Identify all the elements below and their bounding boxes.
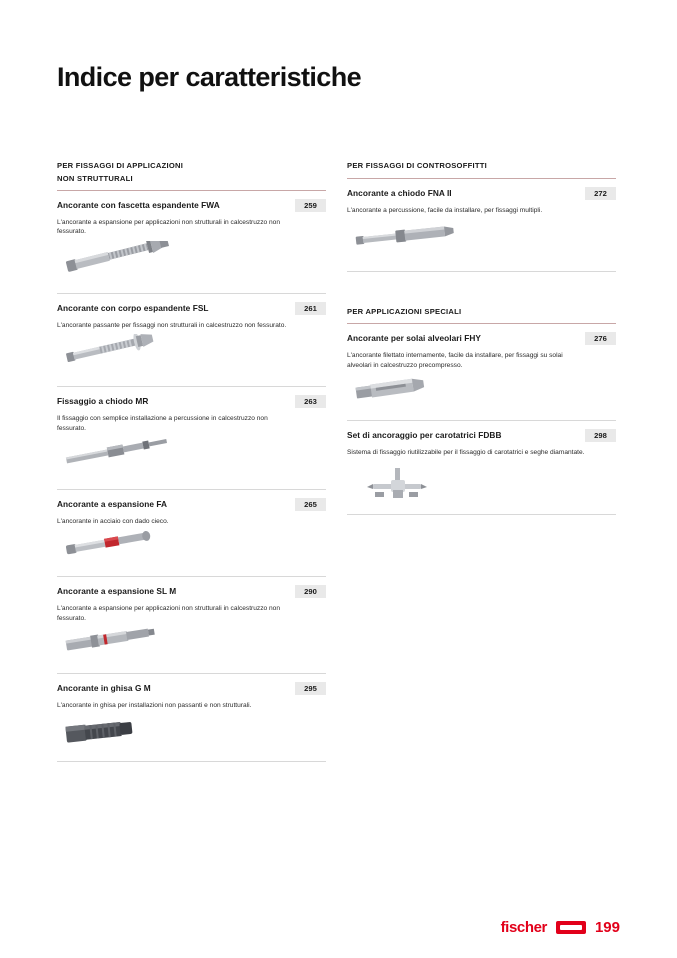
entry-header [347, 332, 616, 345]
entry-page-number: 263 [295, 395, 326, 408]
index-entry[interactable] [347, 179, 616, 272]
entry-page-number: 298 [585, 429, 616, 442]
entry-page-number: 265 [295, 498, 326, 511]
entry-description: L'ancorante a espansione per applicazioni non strutturali in calcestruzzo non fessurato. [57, 219, 281, 236]
product-image-sleeve-anchor-hex [57, 241, 326, 287]
index-entry[interactable] [347, 421, 616, 514]
entry-header [57, 585, 326, 598]
entry-description: L'ancorante filettato internamente, facile da installare, per fissaggi su solai alveolari in calcestruzzo precompresso. [347, 352, 563, 369]
index-entry[interactable] [57, 294, 326, 387]
entry-page-number: 295 [295, 682, 326, 695]
product-image-fna-nail-anchor [347, 219, 616, 265]
entry-title: Ancorante in ghisa G M [57, 683, 151, 694]
entry-header [57, 395, 326, 408]
entry-title: Ancorante con fascetta espandente FWA [57, 200, 220, 210]
entry-description: L'ancorante passante per fissaggi non strutturali in calcestruzzo non fessurato. [57, 321, 287, 329]
column-left [57, 160, 326, 763]
product-image-expansion-anchor-red [57, 530, 326, 570]
section-heading-non-strutturali [57, 160, 326, 191]
index-entry[interactable] [57, 191, 326, 294]
index-entry[interactable] [57, 674, 326, 761]
product-image-nail-anchor [57, 437, 326, 483]
product-image-through-bolt-washer [57, 334, 326, 380]
entry-description: L'ancorante in acciaio con dado cieco. [57, 518, 169, 526]
entry-page-number: 290 [295, 585, 326, 598]
entry-header [57, 302, 326, 315]
section-heading-line1: PER APPLICAZIONI SPECIALI [347, 306, 462, 316]
product-image-cast-iron-anchor [57, 715, 326, 755]
section-heading-line1: PER FISSAGGI DI APPLICAZIONI [57, 161, 184, 170]
entry-page-number: 261 [295, 302, 326, 315]
column-right [347, 160, 616, 516]
entry-title: Fissaggio a chiodo MR [57, 396, 149, 407]
entry-header [57, 682, 326, 695]
entry-page-number: 272 [585, 187, 616, 200]
product-image-core-drill-set [347, 462, 616, 508]
section-heading-speciali [347, 306, 616, 325]
section-heading-line2: NON STRUTTURALI [57, 173, 133, 183]
brand-name: fischer [500, 919, 547, 936]
index-entry[interactable] [347, 324, 616, 421]
fischer-logo-icon [556, 921, 586, 934]
entry-title: Ancorante a espansione FA [57, 499, 168, 510]
entry-title: Ancorante a espansione SL M [57, 586, 177, 597]
index-entry[interactable] [57, 387, 326, 490]
entry-title: Ancorante per solai alveolari FHY [347, 333, 481, 344]
entry-title: Ancorante con corpo espandente FSL [57, 302, 209, 313]
product-image-sl-anchor-grey [57, 627, 326, 667]
entry-description: Sistema di fissaggio riutilizzabile per il fissaggio di carotatrici e seghe diamantate. [347, 449, 585, 457]
entry-header [57, 199, 326, 212]
page-number: 199 [594, 919, 620, 936]
entry-header [347, 187, 616, 200]
section-heading-line1: PER FISSAGGI DI CONTROSOFFITTI [347, 161, 487, 170]
entry-title: Ancorante a chiodo FNA II [347, 187, 452, 198]
index-entry[interactable] [57, 490, 326, 577]
page-title: Indice per caratteristiche [57, 62, 362, 92]
index-entry[interactable] [57, 577, 326, 674]
entry-description: L'ancorante in ghisa per installazioni non passanti e non strutturali. [57, 702, 252, 710]
entry-title: Set di ancoraggio per carotatrici FDBB [347, 430, 502, 441]
entry-description: L'ancorante a percussione, facile da installare, per fissaggi multipli. [347, 206, 543, 214]
section-heading-controsoffitti [347, 160, 616, 179]
footer-brand [501, 919, 620, 936]
entry-header [347, 429, 616, 442]
entry-header [57, 498, 326, 511]
entry-description: Il fissaggio con semplice installazione a percussione in calcestruzzo non fessurato. [57, 415, 268, 432]
entry-page-number: 276 [585, 332, 616, 345]
product-image-hollow-core-anchor [347, 374, 616, 414]
entry-page-number: 259 [295, 199, 326, 212]
entry-description: L'ancorante a espansione per applicazioni non strutturali in calcestruzzo non fessurato. [57, 605, 281, 622]
